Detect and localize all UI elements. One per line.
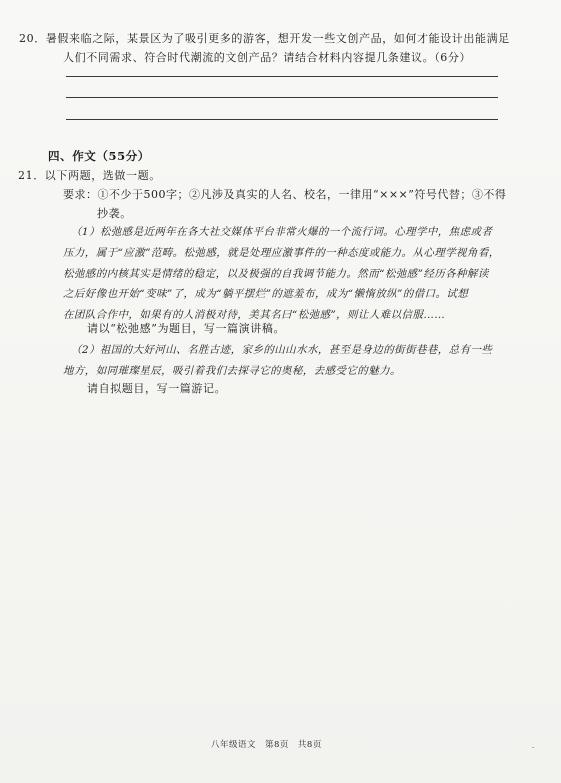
topic-1-line-3: 松弛感的内核其实是情绪的稳定，以及极强的自我调节能力。然而“松弛感”经历各种解读 (63, 268, 489, 280)
answer-line-1 (66, 76, 498, 77)
topic-2-line-1: （2）祖国的大好河山、名胜古迹，家乡的山山水水，甚至是身边的街街巷巷，总有一些 (71, 344, 493, 356)
question-20-line-2: 人们不同需求、符合时代潮流的文创产品？请结合材料内容提几条建议。（6分） (63, 51, 472, 64)
topic-2-prompt: 请自拟题目，写一篇游记。 (87, 382, 227, 395)
answer-line-2 (66, 97, 498, 98)
page-footer: 八年级语文 第8页 共8页 (211, 740, 322, 750)
requirements-line-1: 要求：①不少于500字；②凡涉及真实的人名、校名，一律用“×××”符号代替；③不得 (63, 188, 507, 201)
topic-1-prompt: 请以“松弛感”为题目，写一篇演讲稿。 (87, 322, 286, 335)
topic-1-line-5: 在团队合作中，如果有的人消极对待，美其名曰“松弛感”，则让人难以信服…… (63, 309, 446, 321)
section-4-heading: 四、作文（55分） (48, 149, 150, 163)
answer-line-3 (66, 119, 498, 120)
topic-1-line-2: 压力，属于“应激”范畴。松弛感，就是处理应激事件的一种态度或能力。从心理学视角看， (63, 247, 500, 259)
question-21-intro: 21．以下两题，选做一题。 (18, 169, 161, 182)
topic-1-line-4: 之后好像也开始“变味”了，成为“躺平摆烂”的遮羞布，成为“懒惰放纵”的借口。试想 (63, 288, 469, 300)
topic-1-line-1: （1）松弛感是近两年在各大社交媒体平台非常火爆的一个流行词。心理学中，焦虑或者 (71, 226, 493, 238)
requirements-line-2: 抄袭。 (97, 207, 132, 220)
topic-2-line-2: 地方，如同璀璨星辰，吸引着我们去探寻它的奥秘，去感受它的魅力。 (63, 365, 401, 377)
question-20-line-1: 20．暑假来临之际，某景区为了吸引更多的游客，想开发一些文创产品，如何才能设计出能满足 (19, 32, 510, 45)
corner-mark: . (532, 742, 535, 750)
